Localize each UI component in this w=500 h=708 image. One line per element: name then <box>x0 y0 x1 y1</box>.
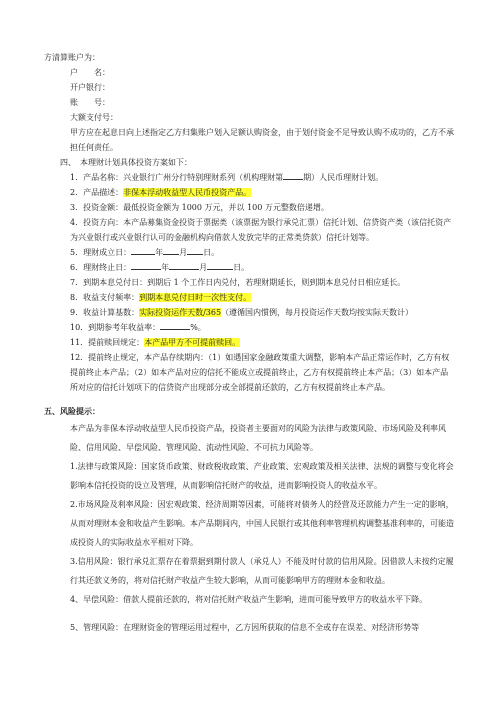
section5-heading: 五、风险提示： <box>44 406 100 416</box>
account-paragraph: 甲方应在起息日向上述指定乙方归集账户划入足额认购资金，由于划付资金不足导致认购不成功的，乙方不承担任何责任。 <box>70 128 454 152</box>
item6-end-date: 6．理财终止日： 年 月 日。 <box>44 260 456 275</box>
risk-market-interest: 2.市场风险及利率风险：因宏观政策、经济周期等因素，可能将对债务人的经营及还款能力产生一定的影响，从而对理财本金和收益产生影响。本产品期间内，中国人民银行或其他利率管理机构调整基准利率的，可能造成投资人的实际收益水平相对下降。 <box>70 500 454 547</box>
account-bank-label: 开户银行： <box>70 83 110 92</box>
highlight: 实际投资运作天数/365 <box>139 308 222 317</box>
account-name-label: 户 名： <box>70 68 110 77</box>
risk-legal-policy: 1.法律与政策风险：国家货币政策、财政税收政策、产业政策、宏观政策及相关法律、法规的调整与变化将会影响本信托投资的设立及管理，从而影响信托财产的收益，进而影响投资人的收益水平。 <box>70 462 454 490</box>
account-amount-label: 大额支付号： <box>70 113 118 122</box>
item1-product-name: 1．产品名称：兴业银行广州分行特别理财系列（机构理财第 期）人民币理财计划。 <box>44 170 456 185</box>
item12-early-termination: 12．提前终止规定，本产品存续期内：（1）如遇国家金融政策重大调整，影响本产品正常运作时，乙方有权提前终止本产品；（2）如本产品对应的信托不能成立或提前终止，乙方有权提前终止本产品；（3）如本产品所对应的信托计划项下的信贷资产出现部分或全部提前还款的，乙方有权提前终止本产品。 <box>70 353 450 392</box>
item9-calculation-basis: 9．收益计算基数：实际投资运作天数/365（遵循国内惯例，每月投资运作天数均按实际天数计） <box>70 308 414 317</box>
account-title: 方清算账户为： <box>44 53 100 62</box>
item4-investment-direction: 4．投资方向：本产品募集资金投资于票据类（该票据为银行承兑汇票）信托计划、信贷资产类（该信托资产为兴业银行或兴业银行认可的金融机构向借款人发放完毕的正常类贷款）信托计划等。 <box>70 218 452 242</box>
highlight: 本产品甲方不可提前赎回。 <box>144 338 241 347</box>
highlight: 非保本浮动收益型人民币投资产品。 <box>123 188 252 197</box>
item7-redemption-date: 7．到期本息兑付日：到期后 1 个工作日内兑付，若理财期延长，则到期本息兑付日相应延长。 <box>70 278 406 287</box>
item2-product-description: 2．产品描述：非保本浮动收益型人民币投资产品。 <box>70 188 252 197</box>
item10-expected-yield: 10．到期参考年收益率： %。 <box>44 320 456 335</box>
highlight: 到期本息兑付日时一次性支付。 <box>139 293 252 302</box>
item8-payment-frequency: 8．收益支付频率：到期本息兑付日时一次性支付。 <box>70 293 252 302</box>
risk-prepayment: 4、早偿风险：借款人提前还款的，将对信托财产收益产生影响，进而可能导致甲方的收益水平下降。 <box>70 595 428 604</box>
account-number-label: 账 号： <box>70 98 110 107</box>
period-blank <box>283 170 303 180</box>
item3-investment-amount: 3．投资金额：最低投资金额为 1000 万元，并以 100 万元整数倍递增。 <box>70 203 329 212</box>
item5-start-date: 5．理财成立日： 年 月 日。 <box>44 245 456 260</box>
risk-management: 5、管理风险：在理财资金的管理运用过程中，乙方因所获取的信息不全或存在误差、对经济形势等 <box>70 623 420 632</box>
section4-heading: 四、 本理财计划具体投资方案如下： <box>60 158 192 167</box>
risk-intro: 本产品为非保本浮动收益型人民币投资产品，投资者主要面对的风险为法律与政策风险、市场风险及利率风险、信用风险、早偿风险、管理风险、流动性风险、不可抗力风险等。 <box>70 424 446 452</box>
item11-early-redemption: 11．提前赎回规定：本产品甲方不可提前赎回。 <box>70 338 241 347</box>
risk-credit: 3.信用风险：银行承兑汇票存在着票据到期付款人（承兑人）不能及时付款的信用风险。因借款人未按约定履行其还款义务的，将对信托财产收益产生较大影响，从而可能影响甲方的理财本金和收益。 <box>70 557 454 585</box>
